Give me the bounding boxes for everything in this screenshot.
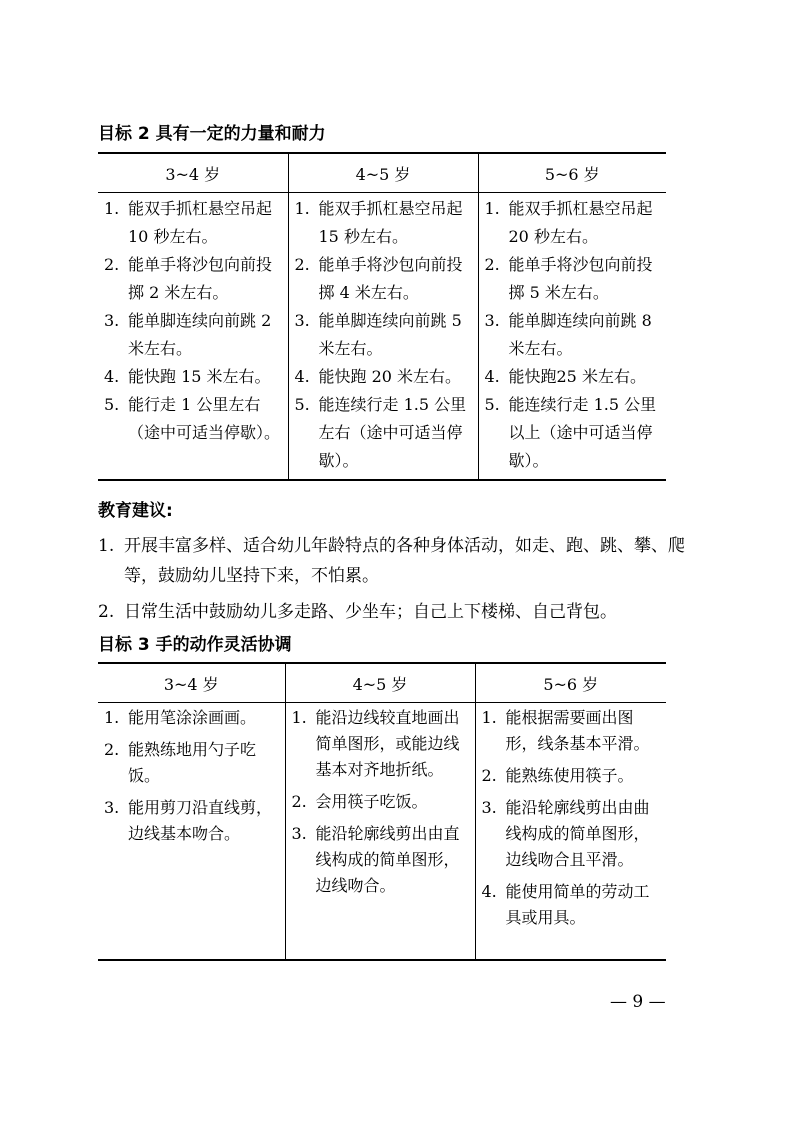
goal3-cell-age-4-5: [285, 703, 475, 961]
list-item: [482, 879, 661, 931]
list-item: [482, 763, 661, 789]
item-number: 1.: [291, 708, 307, 727]
item-text: 能快跑25 米左右。: [508, 367, 646, 386]
goal3-header-age-4-5: 4~5 岁: [285, 663, 475, 703]
list-item: [104, 391, 282, 447]
item-text: 能使用简单的劳动工具或用具。: [505, 882, 650, 927]
list-item: [104, 705, 279, 731]
item-text: 能用剪刀沿直线剪，边线基本吻合。: [128, 798, 273, 843]
goal2-list-age-3-4: [104, 195, 282, 447]
item-number: 2.: [294, 255, 310, 274]
advice-list: [98, 531, 698, 627]
goal3-cell-age-3-4: [98, 703, 285, 961]
list-item: [295, 195, 472, 251]
item-text: 能快跑 15 米左右。: [128, 367, 271, 386]
goal3-body-row: [98, 703, 666, 961]
list-item: [485, 307, 661, 363]
item-number: 2.: [98, 602, 115, 622]
item-text: 能单手将沙包向前投掷 4 米左右。: [318, 255, 463, 302]
goal3-list-age-4-5: [292, 705, 469, 899]
item-text: 能沿轮廓线剪出由直线构成的简单图形，边线吻合。: [315, 824, 460, 895]
item-number: 1.: [294, 199, 310, 218]
list-item: [104, 363, 282, 391]
goal3-header-row: [98, 663, 666, 703]
item-number: 2.: [481, 766, 497, 785]
item-text: 日常生活中鼓励幼儿多走路、少坐车；自己上下楼梯、自己背包。: [124, 602, 617, 622]
item-text: 能根据需要画出图形，线条基本平滑。: [505, 708, 650, 753]
goal2-list-age-5-6: [485, 195, 661, 475]
list-item: [295, 391, 472, 475]
list-item: [98, 531, 698, 591]
item-text: 能单脚连续向前跳 2 米左右。: [128, 311, 272, 358]
goal3-title: 目标 3 手的动作灵活协调: [98, 635, 292, 655]
item-number: 1.: [104, 199, 120, 218]
item-text: 会用筷子吃饭。: [315, 792, 428, 811]
goal2-body-row: [98, 193, 666, 481]
item-text: 能用笔涂涂画画。: [128, 708, 257, 727]
goal2-header-age-3-4: 3~4 岁: [98, 153, 288, 193]
item-text: 能连续行走 1.5 公里左右（途中可适当停歇）。: [318, 395, 467, 470]
item-number: 3.: [481, 798, 497, 817]
item-number: 2.: [291, 792, 307, 811]
item-number: 2.: [104, 740, 120, 759]
item-number: 1.: [484, 199, 500, 218]
item-number: 3.: [484, 311, 500, 330]
goal2-table: [98, 152, 666, 481]
goal3-header-age-3-4: 3~4 岁: [98, 663, 285, 703]
list-item: [104, 307, 282, 363]
list-item: [482, 705, 661, 757]
goal2-list-age-4-5: [295, 195, 472, 475]
list-item: [295, 307, 472, 363]
item-text: 能行走 1 公里左右（途中可适当停歇）。: [128, 395, 281, 442]
item-text: 能熟练地用勺子吃饭。: [128, 740, 257, 785]
item-number: 1.: [98, 536, 115, 556]
list-item: [485, 251, 661, 307]
item-number: 3.: [104, 311, 120, 330]
item-number: 5.: [104, 395, 120, 414]
goal2-header-row: [98, 153, 666, 193]
item-number: 2.: [484, 255, 500, 274]
goal2-header-age-4-5: 4~5 岁: [288, 153, 478, 193]
item-number: 1.: [481, 708, 497, 727]
item-number: 5.: [294, 395, 310, 414]
list-item: [104, 251, 282, 307]
list-item: [104, 737, 279, 789]
item-number: 1.: [104, 708, 120, 727]
list-item: [292, 705, 469, 783]
goal2-cell-age-4-5: [288, 193, 478, 481]
list-item: [104, 195, 282, 251]
item-text: 能单手将沙包向前投掷 2 米左右。: [128, 255, 273, 302]
advice-title: 教育建议:: [98, 501, 173, 521]
item-number: 5.: [484, 395, 500, 414]
goal2-cell-age-5-6: [478, 193, 666, 481]
item-text: 能双手抓杠悬空吊起 15 秒左右。: [318, 199, 463, 246]
item-number: 4.: [481, 882, 497, 901]
item-text: 能单手将沙包向前投掷 5 米左右。: [508, 255, 653, 302]
list-item: [295, 251, 472, 307]
goal3-list-age-5-6: [482, 705, 661, 931]
item-text: 开展丰富多样、适合幼儿年龄特点的各种身体活动，如走、跑、跳、攀、爬等，鼓励幼儿坚持下来，不怕累。: [124, 536, 685, 586]
item-number: 3.: [104, 798, 120, 817]
list-item: [292, 789, 469, 815]
goal3-cell-age-5-6: [475, 703, 666, 961]
item-number: 3.: [291, 824, 307, 843]
item-number: 4.: [294, 367, 310, 386]
list-item: [482, 795, 661, 873]
item-number: 4.: [484, 367, 500, 386]
list-item: [104, 795, 279, 847]
goal3-header-age-5-6: 5~6 岁: [475, 663, 666, 703]
goal3-table: [98, 662, 666, 961]
item-text: 能沿边线较直地画出简单图形，或能边线基本对齐地折纸。: [315, 708, 460, 779]
goal2-title: 目标 2 具有一定的力量和耐力: [98, 124, 326, 144]
item-number: 2.: [104, 255, 120, 274]
goal2-header-age-5-6: 5~6 岁: [478, 153, 666, 193]
item-text: 能快跑 20 米左右。: [318, 367, 462, 386]
list-item: [292, 821, 469, 899]
item-number: 3.: [294, 311, 310, 330]
goal2-cell-age-3-4: [98, 193, 288, 481]
list-item: [295, 363, 472, 391]
item-text: 能双手抓杠悬空吊起 10 秒左右。: [128, 199, 273, 246]
item-number: 4.: [104, 367, 120, 386]
item-text: 能单脚连续向前跳 5 米左右。: [318, 311, 462, 358]
goal3-list-age-3-4: [104, 705, 279, 847]
list-item: [485, 391, 661, 475]
item-text: 能熟练使用筷子。: [505, 766, 634, 785]
list-item: [98, 597, 698, 627]
list-item: [485, 363, 661, 391]
page-number: — 9 —: [610, 992, 666, 1012]
item-text: 能单脚连续向前跳 8 米左右。: [508, 311, 652, 358]
item-text: 能双手抓杠悬空吊起 20 秒左右。: [508, 199, 653, 246]
item-text: 能连续行走 1.5 公里以上（途中可适当停歇）。: [508, 395, 657, 470]
item-text: 能沿轮廓线剪出由曲线构成的简单图形，边线吻合且平滑。: [505, 798, 650, 869]
list-item: [485, 195, 661, 251]
